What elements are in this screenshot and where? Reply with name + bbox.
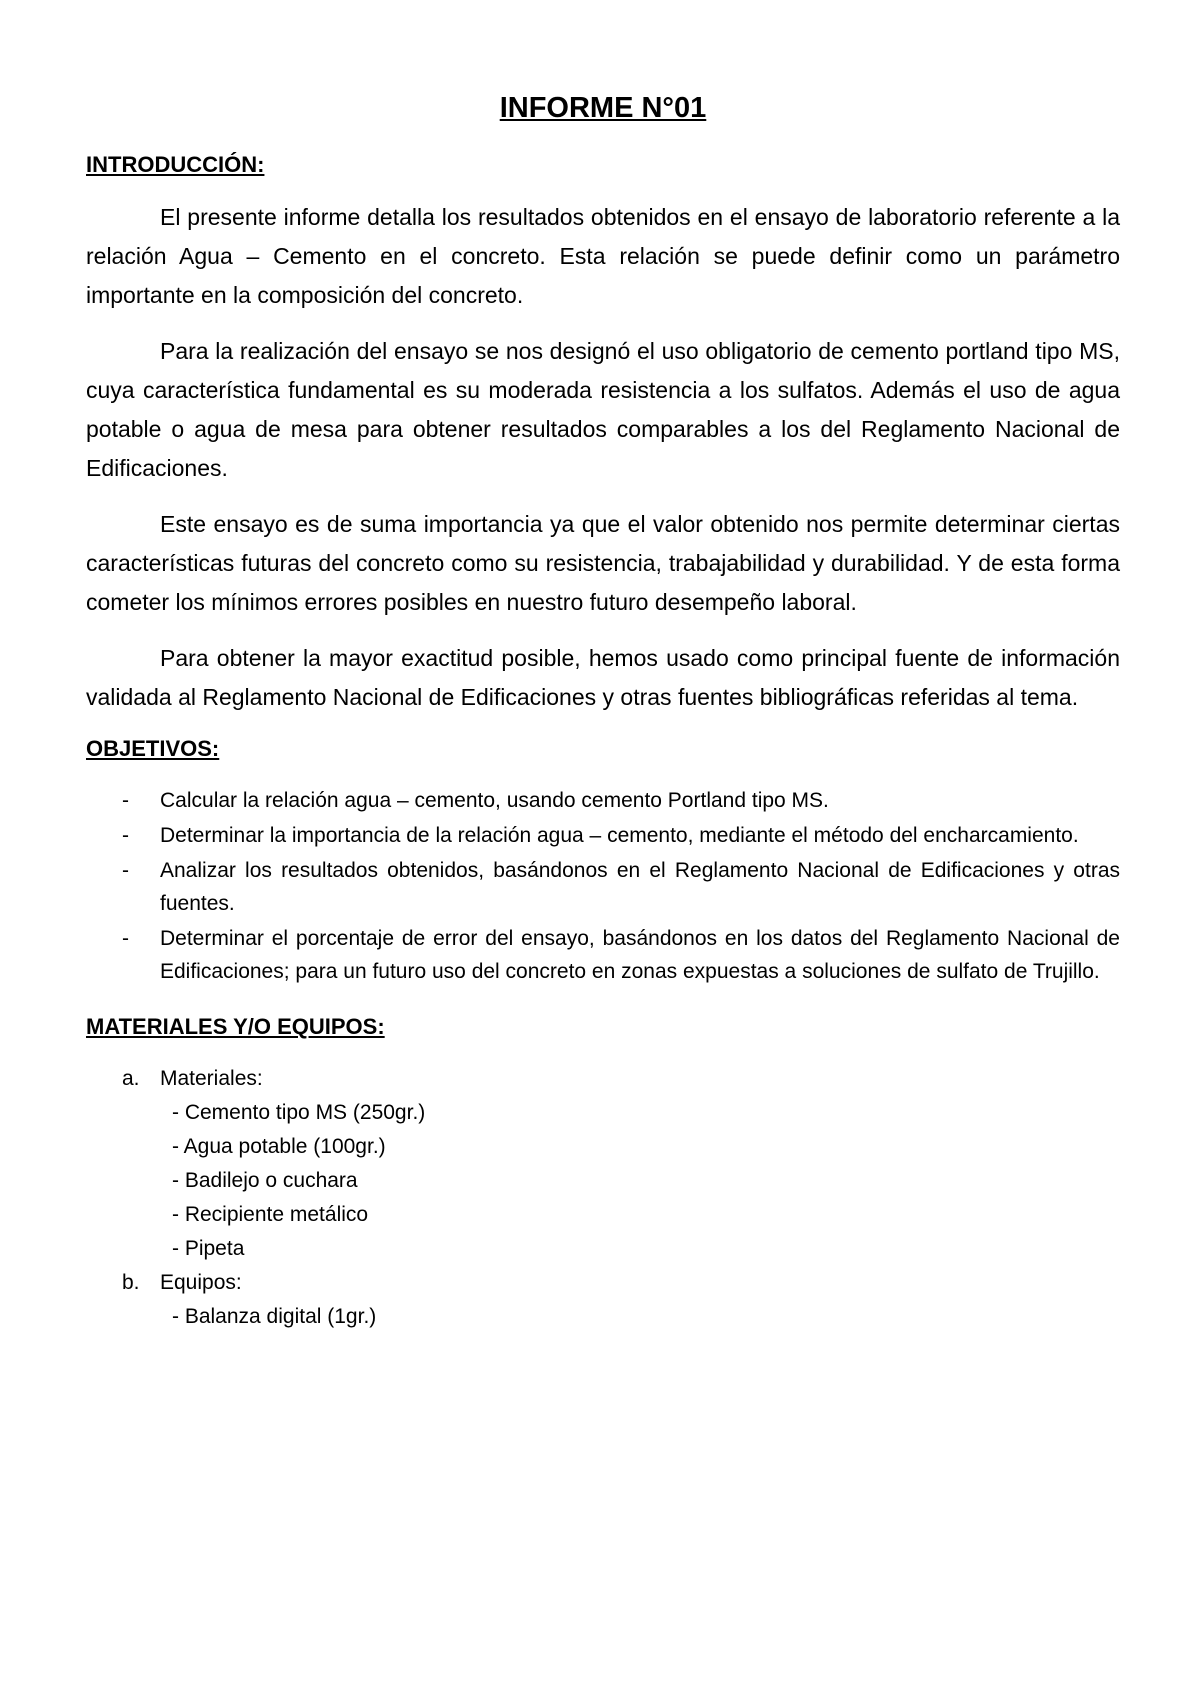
list-item: - Agua potable (100gr.) (172, 1135, 386, 1158)
objetivo-item (86, 819, 1120, 852)
equipos-items (160, 1300, 1120, 1334)
intro-paragraph-4: Para obtener la mayor exactitud posible, hemos usado como principal fuente de información validada al Reglamento Nacional de Edificaciones y otras fuentes bibliográficas referidas al tema. (86, 645, 1120, 710)
group-label: Equipos: (160, 1271, 242, 1294)
group-letter: b. (122, 1271, 140, 1294)
objetivo-item (86, 922, 1120, 988)
list-item: - Badilejo o cuchara (172, 1169, 358, 1192)
materiales-items (160, 1096, 1120, 1266)
list-item: - Balanza digital (1gr.) (172, 1305, 377, 1328)
list-item: - Cemento tipo MS (250gr.) (172, 1101, 426, 1124)
materiales-heading: MATERIALES Y/O EQUIPOS: (86, 1014, 385, 1039)
objetivo-text: Analizar los resultados obtenidos, basándonos en el Reglamento Nacional de Edificaciones y otras fuentes. (160, 859, 1120, 915)
bullet-dash: - (122, 859, 129, 882)
report-title: INFORME N°01 (499, 92, 707, 124)
objetivo-text: Calcular la relación agua – cemento, usando cemento Portland tipo MS. (160, 789, 829, 812)
objetivo-text: Determinar el porcentaje de error del ensayo, basándonos en los datos del Reglamento Nacional de Edificaciones; para un futuro uso del concreto en zonas expuestas a soluciones de sulfato de Trujillo. (160, 927, 1120, 983)
objetivo-item (86, 854, 1120, 920)
list-item: - Recipiente metálico (172, 1203, 369, 1226)
materiales-group (86, 1062, 1120, 1266)
objetivo-item (86, 784, 1120, 817)
introduccion-heading: INTRODUCCIÓN: (86, 152, 265, 177)
objetivos-heading: OBJETIVOS: (86, 736, 220, 761)
intro-paragraph-2: Para la realización del ensayo se nos designó el uso obligatorio de cemento portland tipo MS, cuya característica fundamental es su moderada resistencia a los sulfatos. Además el uso de agua potable o agua de mesa para obtener resultados comparables a los del Reglamento Nacional de Edificaciones. (86, 338, 1120, 481)
bullet-dash: - (122, 927, 129, 950)
equipos-group (86, 1266, 1120, 1334)
bullet-dash: - (122, 824, 129, 847)
bullet-dash: - (122, 789, 129, 812)
document-page (86, 88, 1120, 1334)
intro-paragraph-1: El presente informe detalla los resultados obtenidos en el ensayo de laboratorio referente a la relación Agua – Cemento en el concreto. Esta relación se puede definir como un parámetro importante en la composición del concreto. (86, 204, 1120, 308)
group-letter: a. (122, 1067, 140, 1090)
intro-paragraph-3: Este ensayo es de suma importancia ya que el valor obtenido nos permite determinar ciertas características futuras del concreto como su resistencia, trabajabilidad y durabilidad. Y de esta forma cometer los mínimos errores posibles en nuestro futuro desempeño laboral. (86, 511, 1120, 615)
list-item: - Pipeta (172, 1237, 245, 1260)
objetivos-list (86, 784, 1120, 988)
objetivo-text: Determinar la importancia de la relación agua – cemento, mediante el método del encharcamiento. (160, 824, 1079, 847)
group-label: Materiales: (160, 1067, 263, 1090)
